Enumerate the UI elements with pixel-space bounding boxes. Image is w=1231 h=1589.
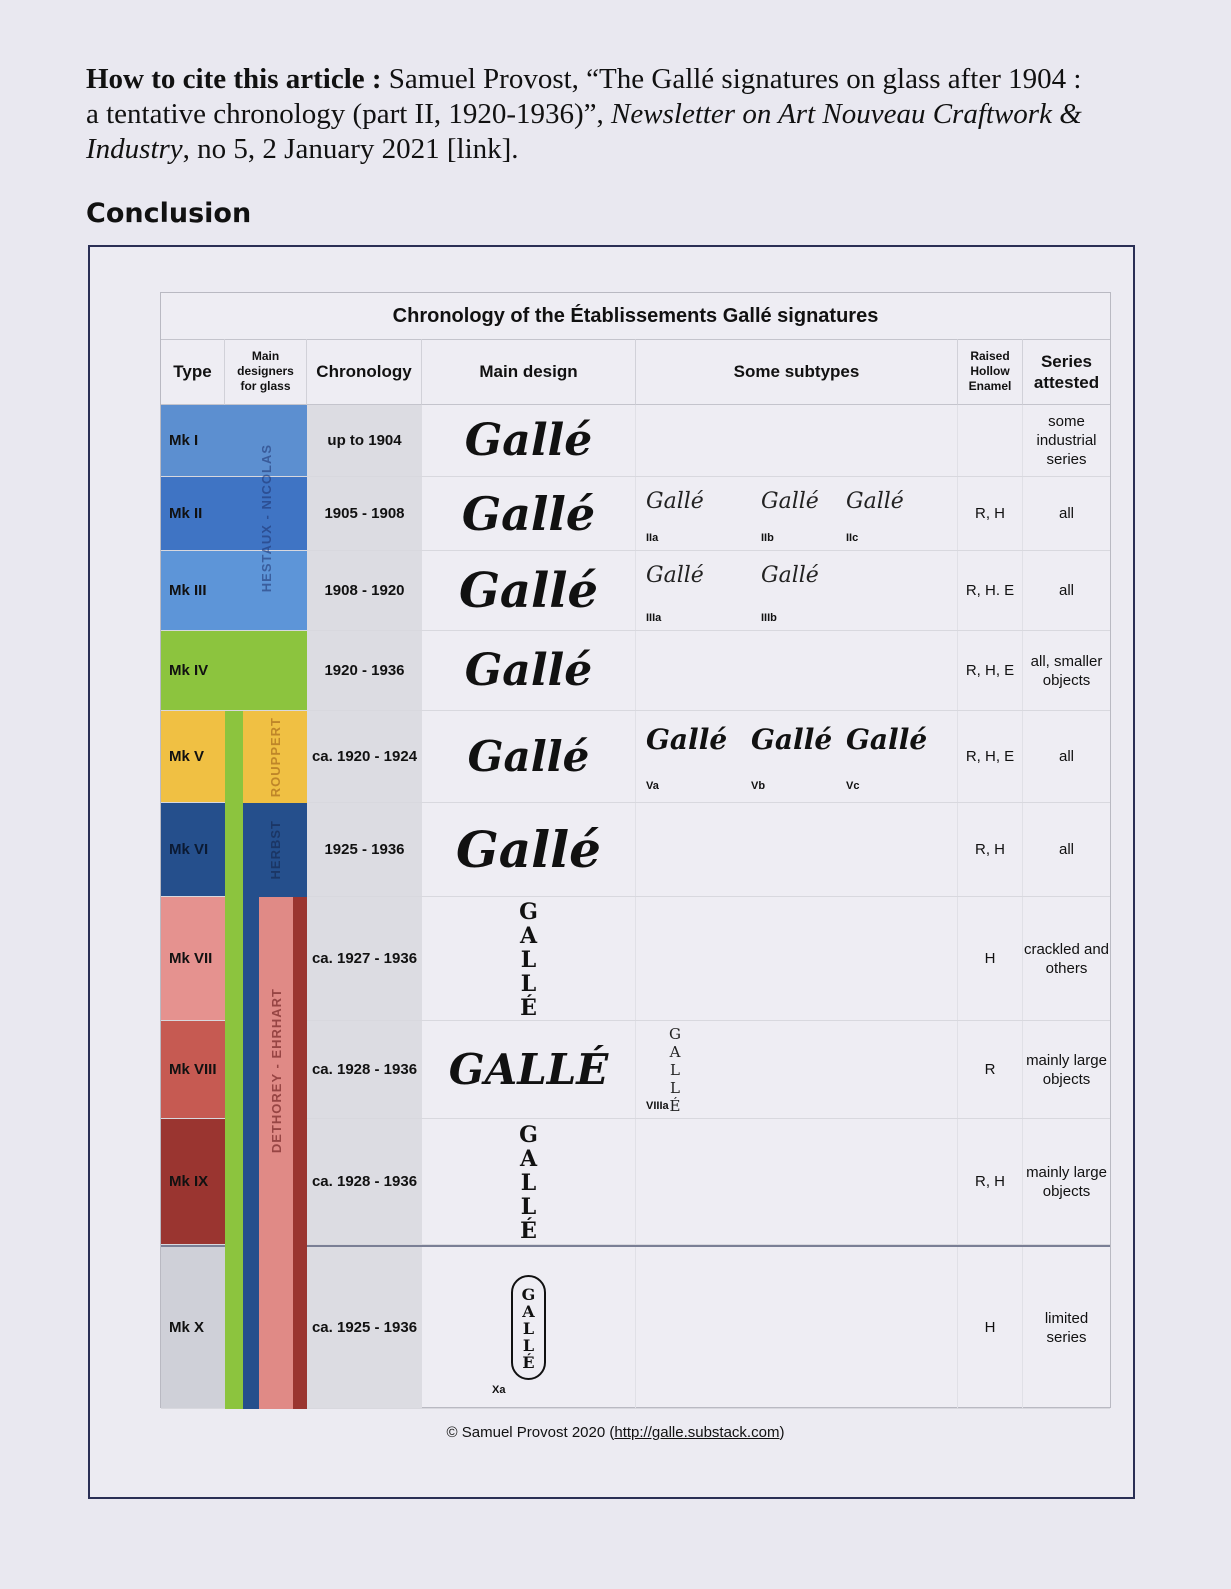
citation-lead: How to cite this article : — [86, 63, 382, 95]
citation-rest: , no 5, 2 January 2021 [link]. — [182, 133, 519, 165]
chronology-cell: ca. 1925 - 1936 — [307, 1247, 422, 1408]
series-cell: mainly large objects — [1026, 1163, 1107, 1200]
citation-author: Samuel Provost, — [388, 63, 579, 95]
subtypes-cell — [636, 405, 958, 476]
main-design-cell — [422, 477, 636, 550]
chronology-cell: ca. 1920 - 1924 — [307, 711, 422, 802]
designer-label-wrap — [243, 803, 307, 897]
designer-label-wrap — [243, 711, 307, 803]
type-cell: Mk I — [161, 405, 225, 476]
subtype-label: Va — [646, 780, 659, 792]
enamel-cell: R — [958, 1021, 1023, 1118]
series-cell: mainly large objects — [1026, 1051, 1107, 1088]
signature-glyph: Gallé — [467, 732, 590, 781]
header-designers: Main designers for glass — [225, 339, 307, 405]
designer-label: HERBST — [267, 820, 283, 880]
copyright-footer — [0, 1424, 1231, 1441]
type-cell: Mk VIII — [161, 1021, 225, 1118]
designer-band-blue — [243, 897, 259, 1409]
chronology-table — [160, 292, 1111, 1408]
citation — [86, 62, 1096, 167]
chronology-cell: up to 1904 — [307, 405, 422, 476]
signature-glyph: Gallé — [456, 820, 601, 879]
signature-glyph: Gallé — [461, 486, 596, 541]
copyright-link[interactable]: http://galle.substack.com — [614, 1424, 780, 1441]
table-title: Chronology of the Établissements Gallé signatures — [161, 293, 1110, 340]
signature-glyph: Gallé — [458, 562, 599, 619]
main-design-cell — [422, 551, 636, 630]
main-design-cell — [422, 1119, 636, 1244]
subtype-label: Vb — [751, 780, 766, 792]
main-design-cell — [422, 711, 636, 802]
subtype-label: IIIa — [646, 612, 662, 624]
header-subtypes: Some subtypes — [636, 339, 958, 405]
citation-title: “The Gallé signatures on glass after 1904 : a tentative chronology (part II, 1920-1936)”, — [86, 63, 1082, 130]
series-cell: all — [1058, 841, 1074, 858]
designers-cell — [225, 631, 307, 710]
series-cell: limited series — [1044, 1309, 1089, 1346]
subtypes-cell — [636, 477, 958, 550]
header-series: Series attested — [1023, 339, 1110, 405]
main-design-cell — [422, 631, 636, 710]
signature-glyph: Gallé — [464, 645, 593, 696]
subtypes-cell — [636, 631, 958, 710]
enamel-cell: R, H, E — [958, 711, 1023, 802]
main-design-cell — [422, 1021, 636, 1118]
enamel-cell: R, H, E — [958, 631, 1023, 710]
subtypes-cell — [636, 1119, 958, 1244]
subtype-glyph: Gallé — [846, 723, 928, 756]
subtype-label: IIb — [761, 532, 774, 544]
type-cell: Mk V — [161, 711, 225, 802]
type-cell: Mk IX — [161, 1119, 225, 1244]
designer-label-wrap — [225, 405, 307, 631]
enamel-cell: H — [958, 897, 1023, 1020]
chronology-cell: ca. 1927 - 1936 — [307, 897, 422, 1020]
header-enamel: Raised Hollow Enamel — [958, 339, 1023, 405]
designer-label: DETHOREY - EHRHART — [268, 988, 284, 1154]
subtype-glyph: Gallé — [646, 723, 728, 756]
enamel-cell: R, H — [958, 803, 1023, 896]
citation-journal: Newsletter on Art Nouveau Craftwork & Industry — [86, 98, 1082, 165]
series-cell: all — [1058, 748, 1074, 765]
subtype-glyph: Gallé — [761, 489, 819, 514]
table-row — [161, 631, 1110, 711]
subtype-label: Xa — [492, 1384, 506, 1396]
header-type: Type — [161, 339, 225, 405]
series-cell: all — [1058, 582, 1074, 599]
subtypes-cell — [636, 1247, 958, 1408]
chronology-cell: 1925 - 1936 — [307, 803, 422, 896]
enamel-cell: H — [958, 1247, 1023, 1408]
subtype-label: IIc — [846, 532, 859, 544]
signature-glyph: GALLÉ — [448, 1045, 609, 1094]
chronology-cell: ca. 1928 - 1936 — [307, 1119, 422, 1244]
signature-glyph: Gallé — [464, 415, 593, 466]
copyright-close: ) — [779, 1424, 785, 1441]
chronology-cell: 1905 - 1908 — [307, 477, 422, 550]
subtype-glyph: Gallé — [761, 563, 819, 588]
header-chronology: Chronology — [307, 339, 422, 405]
type-cell: Mk III — [161, 551, 225, 630]
main-design-cell — [422, 405, 636, 476]
signature-glyph: GALLÉ — [511, 1275, 546, 1380]
series-cell: some industrial series — [1036, 413, 1097, 468]
subtype-glyph: GALLÉ — [666, 1025, 684, 1115]
subtype-label: VIIIa — [646, 1100, 669, 1112]
subtype-label: Vc — [846, 780, 860, 792]
header-main-design: Main design — [422, 339, 636, 405]
main-design-cell — [422, 803, 636, 896]
chronology-cell: 1908 - 1920 — [307, 551, 422, 630]
type-cell: Mk VII — [161, 897, 225, 1020]
signature-glyph: GALLÉ — [515, 898, 542, 1019]
designer-label: HESTAUX - NICOLAS — [258, 443, 274, 593]
main-design-cell — [422, 897, 636, 1020]
enamel-cell: R, H — [958, 477, 1023, 550]
series-cell: all — [1058, 505, 1074, 522]
type-cell: Mk VI — [161, 803, 225, 896]
subtypes-cell — [636, 551, 958, 630]
enamel-cell: R, H. E — [958, 551, 1023, 630]
subtype-glyph: Gallé — [646, 489, 704, 514]
designer-label-wrap — [259, 897, 293, 1245]
chronology-cell: 1920 - 1936 — [307, 631, 422, 710]
type-cell: Mk X — [161, 1247, 225, 1408]
subtype-label: IIa — [646, 532, 659, 544]
designer-label: ROUPPERT — [267, 716, 283, 798]
subtype-glyph: Gallé — [751, 723, 833, 756]
series-cell: crackled and others — [1023, 940, 1110, 977]
subtypes-cell — [636, 803, 958, 896]
enamel-cell — [958, 405, 1023, 476]
type-cell: Mk IV — [161, 631, 225, 710]
section-title: Conclusion — [86, 198, 252, 229]
copyright-text: © Samuel Provost 2020 ( — [446, 1424, 615, 1441]
subtypes-cell — [636, 711, 958, 802]
main-design-cell — [422, 1247, 636, 1408]
subtypes-cell — [636, 897, 958, 1020]
designer-band-dark-red — [293, 897, 307, 1409]
subtypes-cell — [636, 1021, 958, 1118]
chronology-cell: ca. 1928 - 1936 — [307, 1021, 422, 1118]
designer-band-green — [225, 711, 243, 1409]
subtype-glyph: Gallé — [846, 489, 904, 514]
subtype-glyph: Gallé — [646, 563, 704, 588]
type-cell: Mk II — [161, 477, 225, 550]
series-cell: all, smaller objects — [1030, 652, 1103, 689]
signature-glyph: GALLÉ — [515, 1121, 542, 1242]
enamel-cell: R, H — [958, 1119, 1023, 1244]
subtype-label: IIIb — [761, 612, 777, 624]
